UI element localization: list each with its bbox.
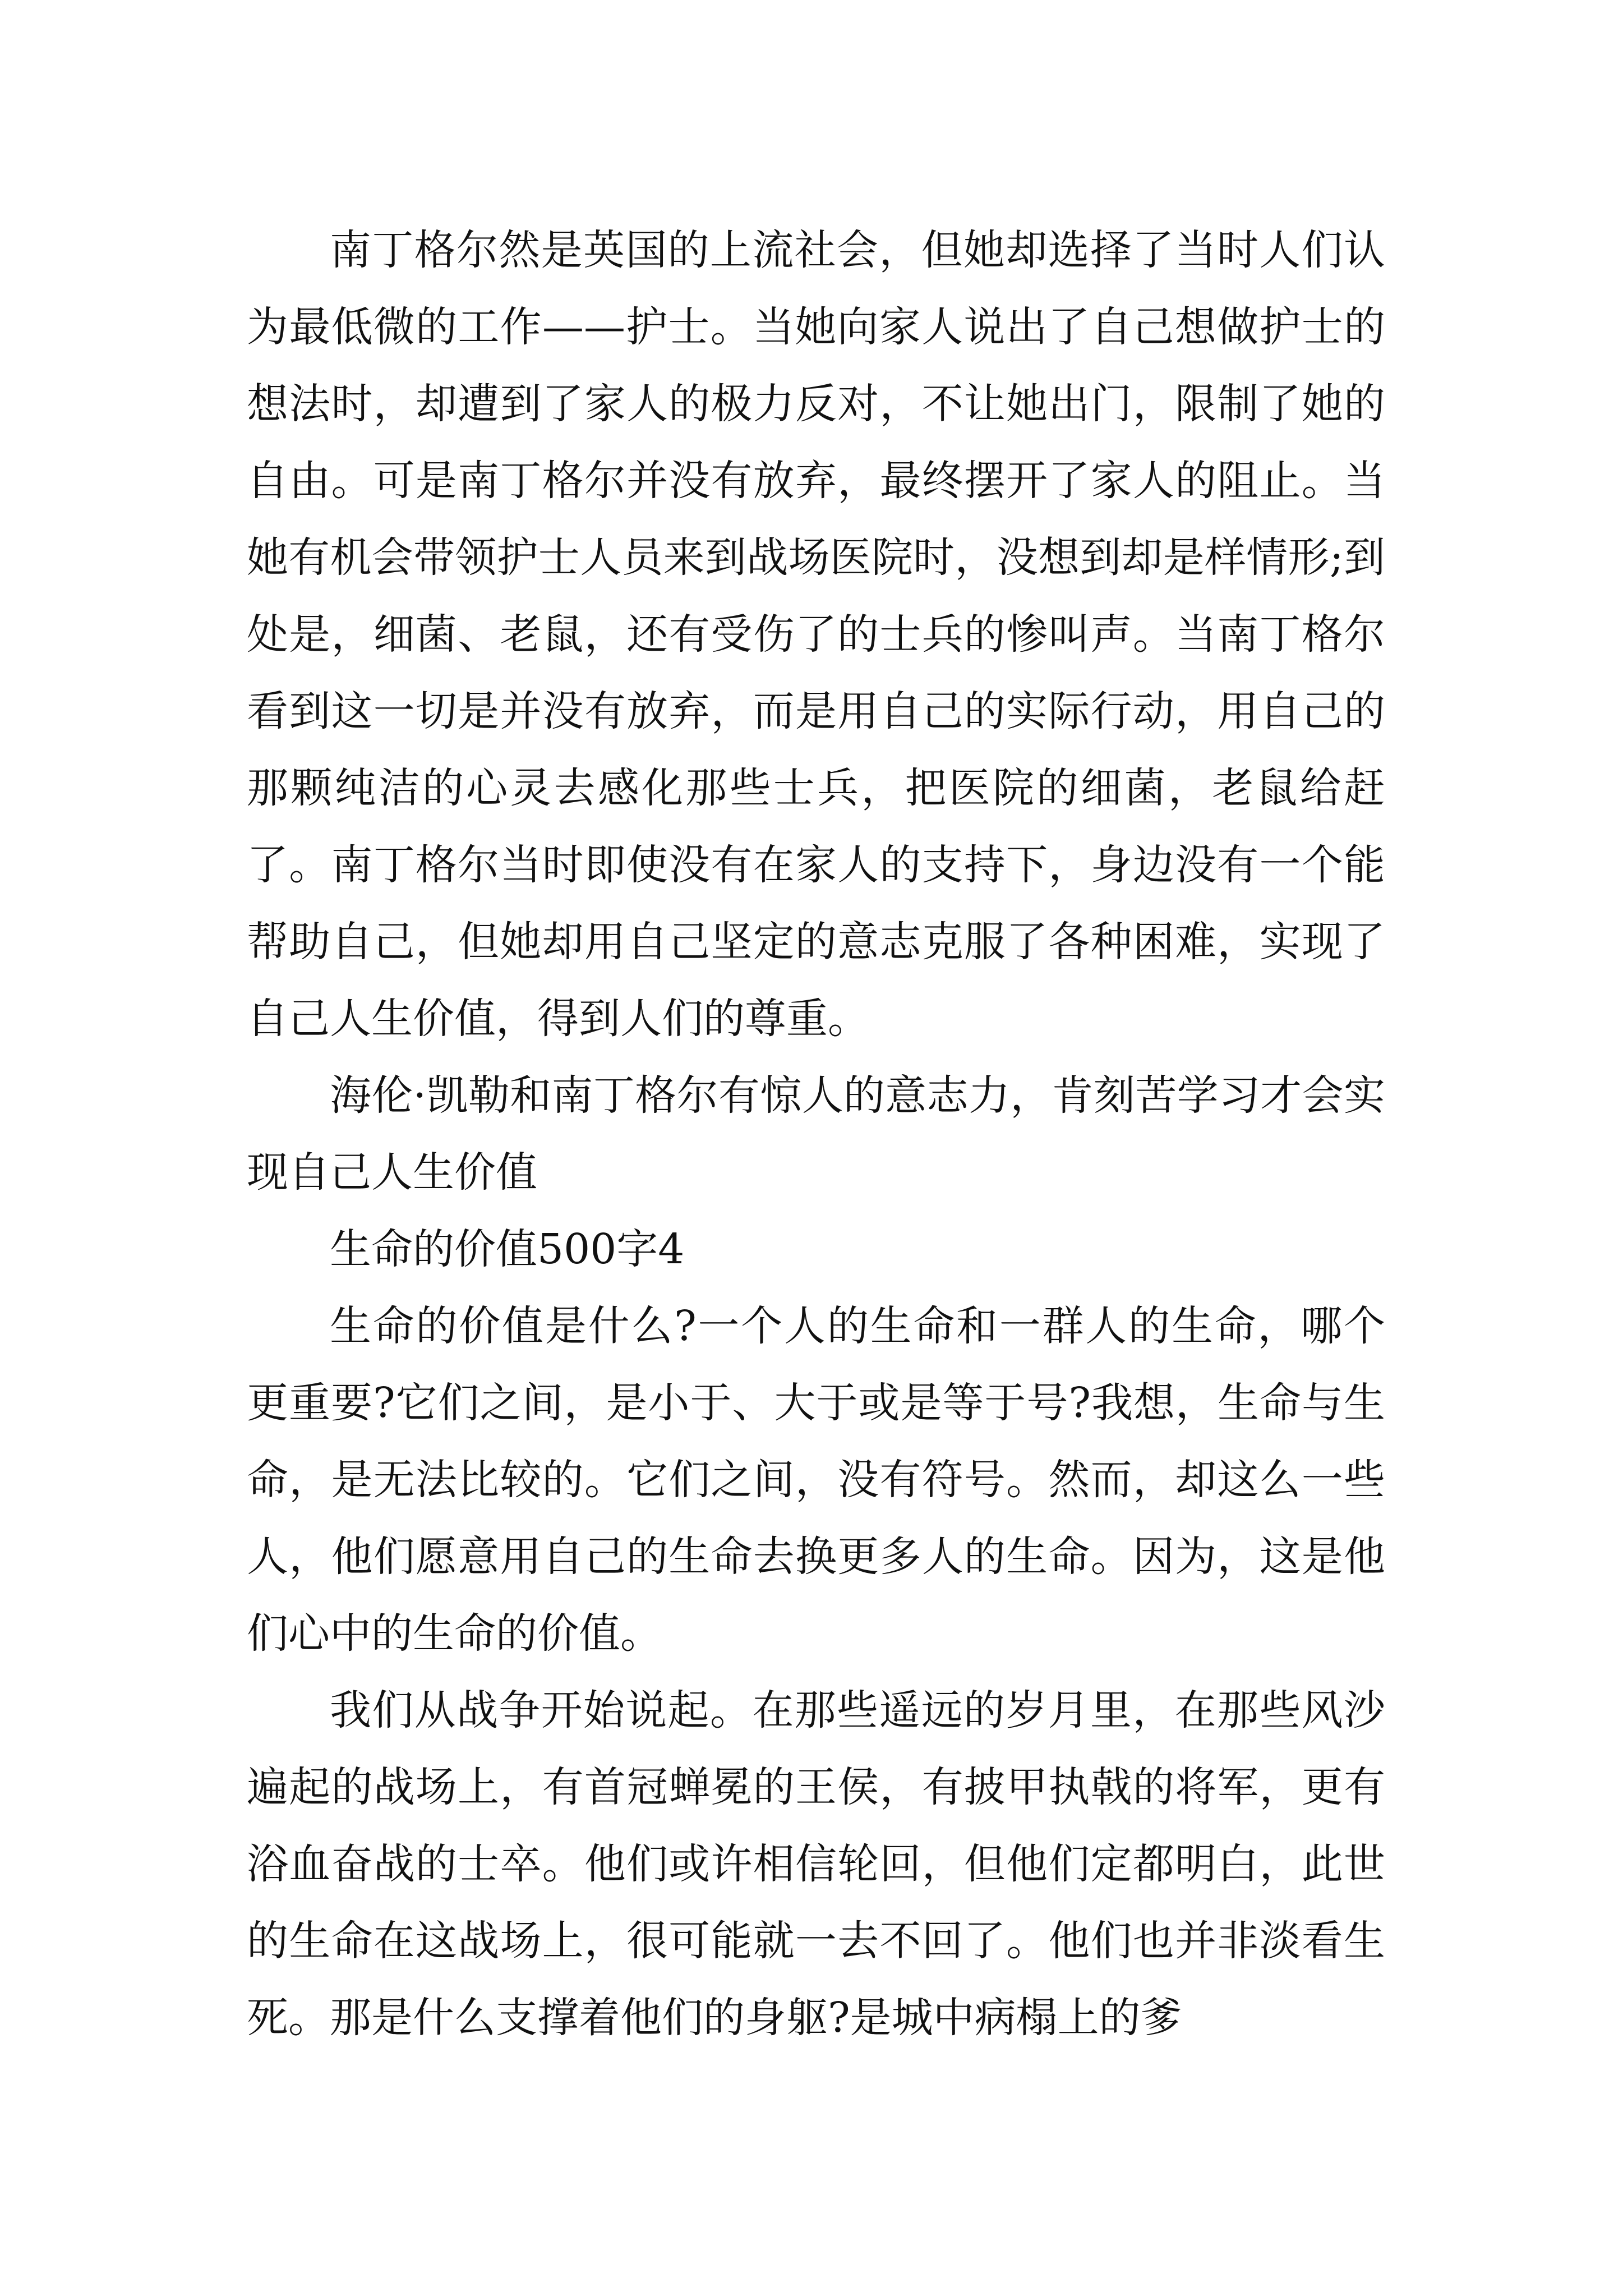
paragraph-value-of-life: 生命的价值是什么?一个人的生命和一群人的生命，哪个更重要?它们之间，是小于、大于或是等于号?我想，生命与生命，是无法比较的。它们之间，没有符号。然而，却这么一些人，他们愿意用自己的生命去换更多人的生命。因为，这是他们心中的生命的价值。 <box>247 1302 1385 1658</box>
paragraph-willpower-summary: 海伦·凯勒和南丁格尔有惊人的意志力，肯刻苦学习才会实现自己人生价值 <box>247 1071 1385 1197</box>
section-title: 生命的价值500字4 <box>330 1225 685 1273</box>
document-body <box>247 212 1385 2056</box>
paragraph-war: 我们从战争开始说起。在那些遥远的岁月里，在那些风沙遍起的战场上，有首冠蝉冕的王侯，有披甲执戟的将军，更有浴血奋战的士卒。他们或许相信轮回，但他们定都明白，此世的生命在这战场上，很可能就一去不回了。他们也并非淡看生死。那是什么支撑着他们的身躯?是城中病榻上的爹 <box>247 1686 1385 2042</box>
paragraph-nightingale: 南丁格尔然是英国的上流社会，但她却选择了当时人们认为最低微的工作——护士。当她向家人说出了自己想做护士的想法时，却遭到了家人的极力反对，不让她出门，限制了她的自由。可是南丁格尔并没有放弃，最终摆开了家人的阻止。当她有机会带领护士人员来到战场医院时，没想到却是样情形;到处是，细菌、老鼠，还有受伤了的士兵的惨叫声。当南丁格尔看到这一切是并没有放弃，而是用自己的实际行动，用自己的那颗纯洁的心灵去感化那些士兵，把医院的细菌，老鼠给赶了。南丁格尔当时即使没有在家人的支持下，身边没有一个能帮助自己，但她却用自己坚定的意志克服了各种困难，实现了自己人生价值，得到人们的尊重。 <box>247 226 1385 1043</box>
